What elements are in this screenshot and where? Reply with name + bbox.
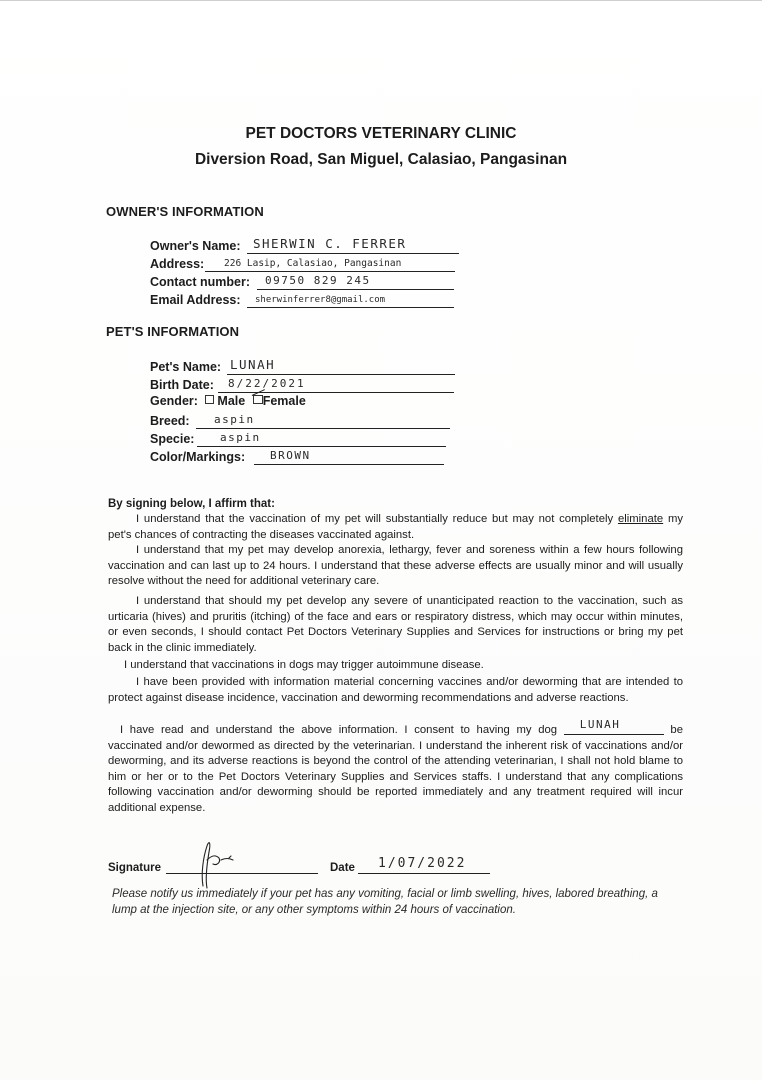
male-label: Male (217, 394, 246, 408)
consent-paragraph-3 (108, 594, 683, 656)
birth-date-field[interactable] (150, 375, 460, 393)
owner-name-label: Owner's Name: (150, 239, 241, 253)
notify-notice: Please notify us immediately if your pet has any vomiting, facial or limb swelling, hives, labored breathing, a lump at the injection site, or any other symptoms within 24 hours of vaccination. (112, 888, 658, 916)
address-field[interactable] (150, 254, 460, 272)
color-markings-field[interactable] (150, 447, 460, 465)
date-label: Date (330, 862, 355, 874)
contact-number-label: Contact number: (150, 275, 250, 289)
email-label: Email Address: (150, 293, 241, 307)
consent-p1-underlined: eliminate (617, 513, 664, 525)
consent-p6-text: I have read and understand the above information. I consent to having my dog (120, 724, 558, 736)
dog-name-blank[interactable] (564, 718, 664, 735)
consent-p5-text: I have been provided with information material concerning vaccines and/or deworming that are intended to protect against disease incidence, vaccination and deworming recommendations and adverse reactions. (108, 676, 683, 704)
female-label: Female (262, 394, 306, 408)
consent-paragraph-1 (108, 512, 683, 543)
specie-field[interactable] (150, 429, 460, 447)
consent-paragraph-2 (108, 543, 683, 590)
specie-value: aspin (220, 431, 261, 444)
consent-paragraph-5 (108, 675, 683, 706)
email-value: sherwinferrer8@gmail.com (255, 295, 386, 305)
pet-name-value: LUNAH (230, 357, 276, 372)
specie-label: Specie: (150, 432, 195, 446)
breed-value: aspin (214, 413, 255, 426)
breed-field[interactable] (150, 411, 460, 429)
scan-edge (0, 0, 762, 1)
owner-section-heading: OWNER'S INFORMATION (106, 204, 264, 219)
address-value: 226 Lasip, Calasiao, Pangasinan (224, 258, 402, 269)
date-value: 1/07/2022 (378, 856, 467, 871)
email-field[interactable] (150, 290, 460, 308)
consent-p1-rest: my pet's chances of contracting the diseases vaccinated against. (108, 513, 684, 541)
signature-date-row (108, 856, 508, 876)
color-markings-value: BROWN (270, 449, 311, 462)
consent-paragraph-6 (108, 718, 683, 817)
male-checkbox[interactable] (205, 395, 214, 404)
signature-label: Signature (108, 862, 162, 874)
consent-paragraph-4 (108, 658, 683, 674)
consent-p2-text: I understand that my pet may develop anorexia, lethargy, fever and soreness within a few hours following vaccination and can last up to 24 hours. I understand that these adverse effects are usually minor and will usually resolve without the need for additional veterinary care. (108, 544, 683, 588)
pet-name-label: Pet's Name: (150, 360, 222, 374)
address-label: Address: (150, 257, 205, 271)
consent-p3-text: I understand that should my pet develop any severe of unanticipated reaction to the vaccination, such as urticaria (hives) and pruritis (itching) of the face and ears or respiratory distress, which may occur within minutes, or even seconds, I should contact Pet Doctors Veterinary Supplies and Services for instructions or bring my pet back in the clinic immediately. (108, 595, 683, 654)
birth-date-label: Birth Date: (150, 378, 214, 392)
gender-row (150, 394, 306, 408)
pet-name-field[interactable] (150, 357, 460, 375)
clinic-address: Diversion Road, San Miguel, Calasiao, Pangasinan (194, 151, 568, 168)
consent-p4-text: I understand that vaccinations in dogs may trigger autoimmune disease. (124, 659, 484, 671)
contact-number-field[interactable] (150, 272, 460, 290)
birth-date-value: 8/22/2021 (228, 377, 306, 390)
affirm-heading: By signing below, I affirm that: (108, 498, 275, 510)
contact-number-value: 09750 829 245 (265, 274, 371, 287)
breed-label: Breed: (150, 414, 190, 428)
owner-name-field[interactable] (150, 236, 460, 254)
color-markings-label: Color/Markings: (150, 450, 246, 464)
dog-name-value: LUNAH (579, 718, 621, 732)
consent-p6-rest: be vaccinated and/or dewormed as directed by the veterinarian. I understand the inherent risk of vaccinations and/or deworming, and its adverse reactions is beyond the control of the attending veterinarian, I shall not hold blame to him or her or to the Pet Doctors Veterinary Supplies and Services staffs. I understand that any complications following vaccination and/or deworming should be reported immediately and any treatment required will incur additional expense. (108, 724, 683, 814)
clinic-name: PET DOCTORS VETERINARY CLINIC (245, 125, 517, 142)
owner-name-value: SHERWIN C. FERRER (253, 236, 407, 251)
female-checkbox-checked[interactable] (253, 395, 263, 404)
pet-section-heading: PET'S INFORMATION (106, 324, 240, 339)
gender-label: Gender: (150, 394, 198, 408)
consent-p1-text: I understand that the vaccination of my pet will substantially reduce but may not completely (136, 513, 614, 525)
